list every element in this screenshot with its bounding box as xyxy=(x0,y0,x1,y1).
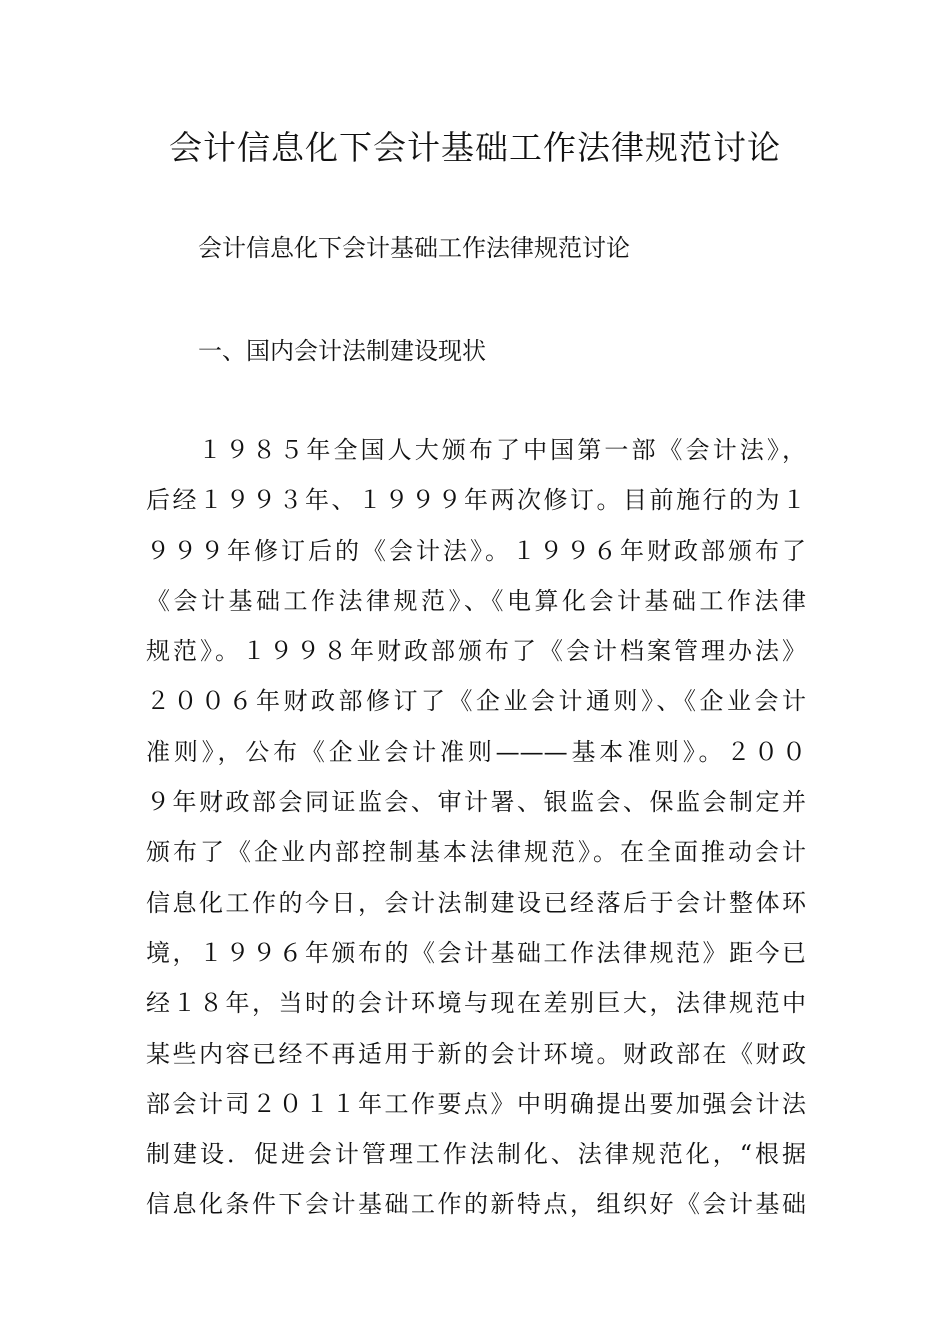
body-line: 《会计基础工作法律规范》、《电算化会计基础工作法律 xyxy=(146,586,806,615)
body-line: 经１８年，当时的会计环境与现在差别巨大，法律规范中 xyxy=(146,989,806,1018)
body-line: 部会计司２０１１年工作要点》中明确提出要加强会计法 xyxy=(146,1089,806,1118)
body-line: ９９９年修订后的《会计法》。１９９６年财政部颁布了 xyxy=(146,536,806,565)
body-line: 信息化条件下会计基础工作的新特点，组织好《会计基础 xyxy=(146,1190,806,1219)
document-subtitle: 会计信息化下会计基础工作法律规范讨论 xyxy=(198,234,630,262)
body-line: ２００６年财政部修订了《企业会计通则》、《企业会计 xyxy=(146,687,806,716)
body-line: 制建设．促进会计管理工作法制化、法律规范化，“根据 xyxy=(146,1140,806,1169)
document-title: 会计信息化下会计基础工作法律规范讨论 xyxy=(169,128,781,167)
body-line: 境，１９９６年颁布的《会计基础工作法律规范》距今已 xyxy=(146,938,806,967)
body-line: 某些内容已经不再适用于新的会计环境。财政部在《财政 xyxy=(146,1039,806,1068)
body-line: 后经１９９３年、１９９９年两次修订。目前施行的为１ xyxy=(146,486,806,515)
body-line: 颁布了《企业内部控制基本法律规范》。在全面推动会计 xyxy=(146,838,806,867)
body-line: 准则》，公布《企业会计准则———基本准则》。２００ xyxy=(146,737,806,766)
section-heading: 一、国内会计法制建设现状 xyxy=(198,337,486,365)
body-line: 规范》。１９９８年财政部颁布了《会计档案管理办法》 xyxy=(146,637,806,666)
body-line: １９８５年全国人大颁布了中国第一部《会计法》， xyxy=(198,436,806,464)
body-line: 信息化工作的今日，会计法制建设已经落后于会计整体环 xyxy=(146,888,806,917)
body-line: ９年财政部会同证监会、审计署、银监会、保监会制定并 xyxy=(146,788,806,817)
body-paragraph xyxy=(146,432,806,1237)
